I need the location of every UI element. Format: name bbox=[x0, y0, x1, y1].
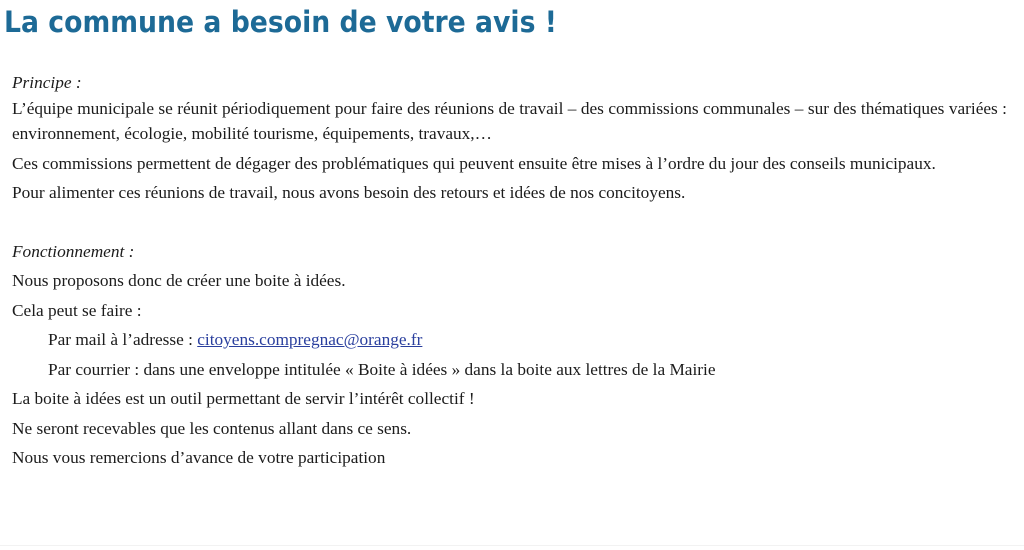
closing-line-1: La boite à idées est un outil permettant de servir l’intérêt collectif ! bbox=[12, 389, 475, 408]
page-title: La commune a besoin de votre avis ! bbox=[4, 5, 557, 39]
bottom-divider bbox=[0, 545, 1024, 546]
mail-link[interactable]: citoyens.compregnac@orange.fr bbox=[197, 330, 423, 349]
principe-paragraph-2: Ces commissions permettent de dégager des problématiques qui peuvent ensuite être mises à l’ordre du jour des conseils municipaux. bbox=[12, 153, 936, 173]
principe-section bbox=[12, 70, 1007, 206]
courrier-option: Par courrier : dans une enveloppe intitulée « Boite à idées » dans la boite aux lettres de la Mairie bbox=[48, 359, 716, 379]
closing-line-2: Ne seront recevables que les contenus allant dans ce sens. bbox=[12, 418, 412, 438]
principe-paragraph-1: L’équipe municipale se réunit périodiquement pour faire des réunions de travail – des commissions communales – sur des thématiques variées : environnement, écologie, mobilité tourisme, équipements, travaux,… bbox=[12, 98, 1007, 143]
fonctionnement-section bbox=[12, 239, 1007, 471]
section-spacer bbox=[12, 206, 1007, 233]
principe-heading: Principe : bbox=[12, 73, 82, 92]
fonctionnement-heading: Fonctionnement : bbox=[12, 241, 135, 261]
mail-option bbox=[12, 327, 1007, 353]
mail-option-label: Par mail à l’adresse : bbox=[48, 330, 198, 349]
fonctionnement-intro: Nous proposons donc de créer une boite à idées. bbox=[12, 271, 346, 290]
closing-line-3: Nous vous remercions d’avance de votre participation bbox=[12, 448, 386, 467]
article-body bbox=[12, 70, 1007, 471]
fonctionnement-how: Cela peut se faire : bbox=[12, 300, 142, 320]
principe-paragraph-3: Pour alimenter ces réunions de travail, nous avons besoin des retours et idées de nos concitoyens. bbox=[12, 183, 686, 202]
